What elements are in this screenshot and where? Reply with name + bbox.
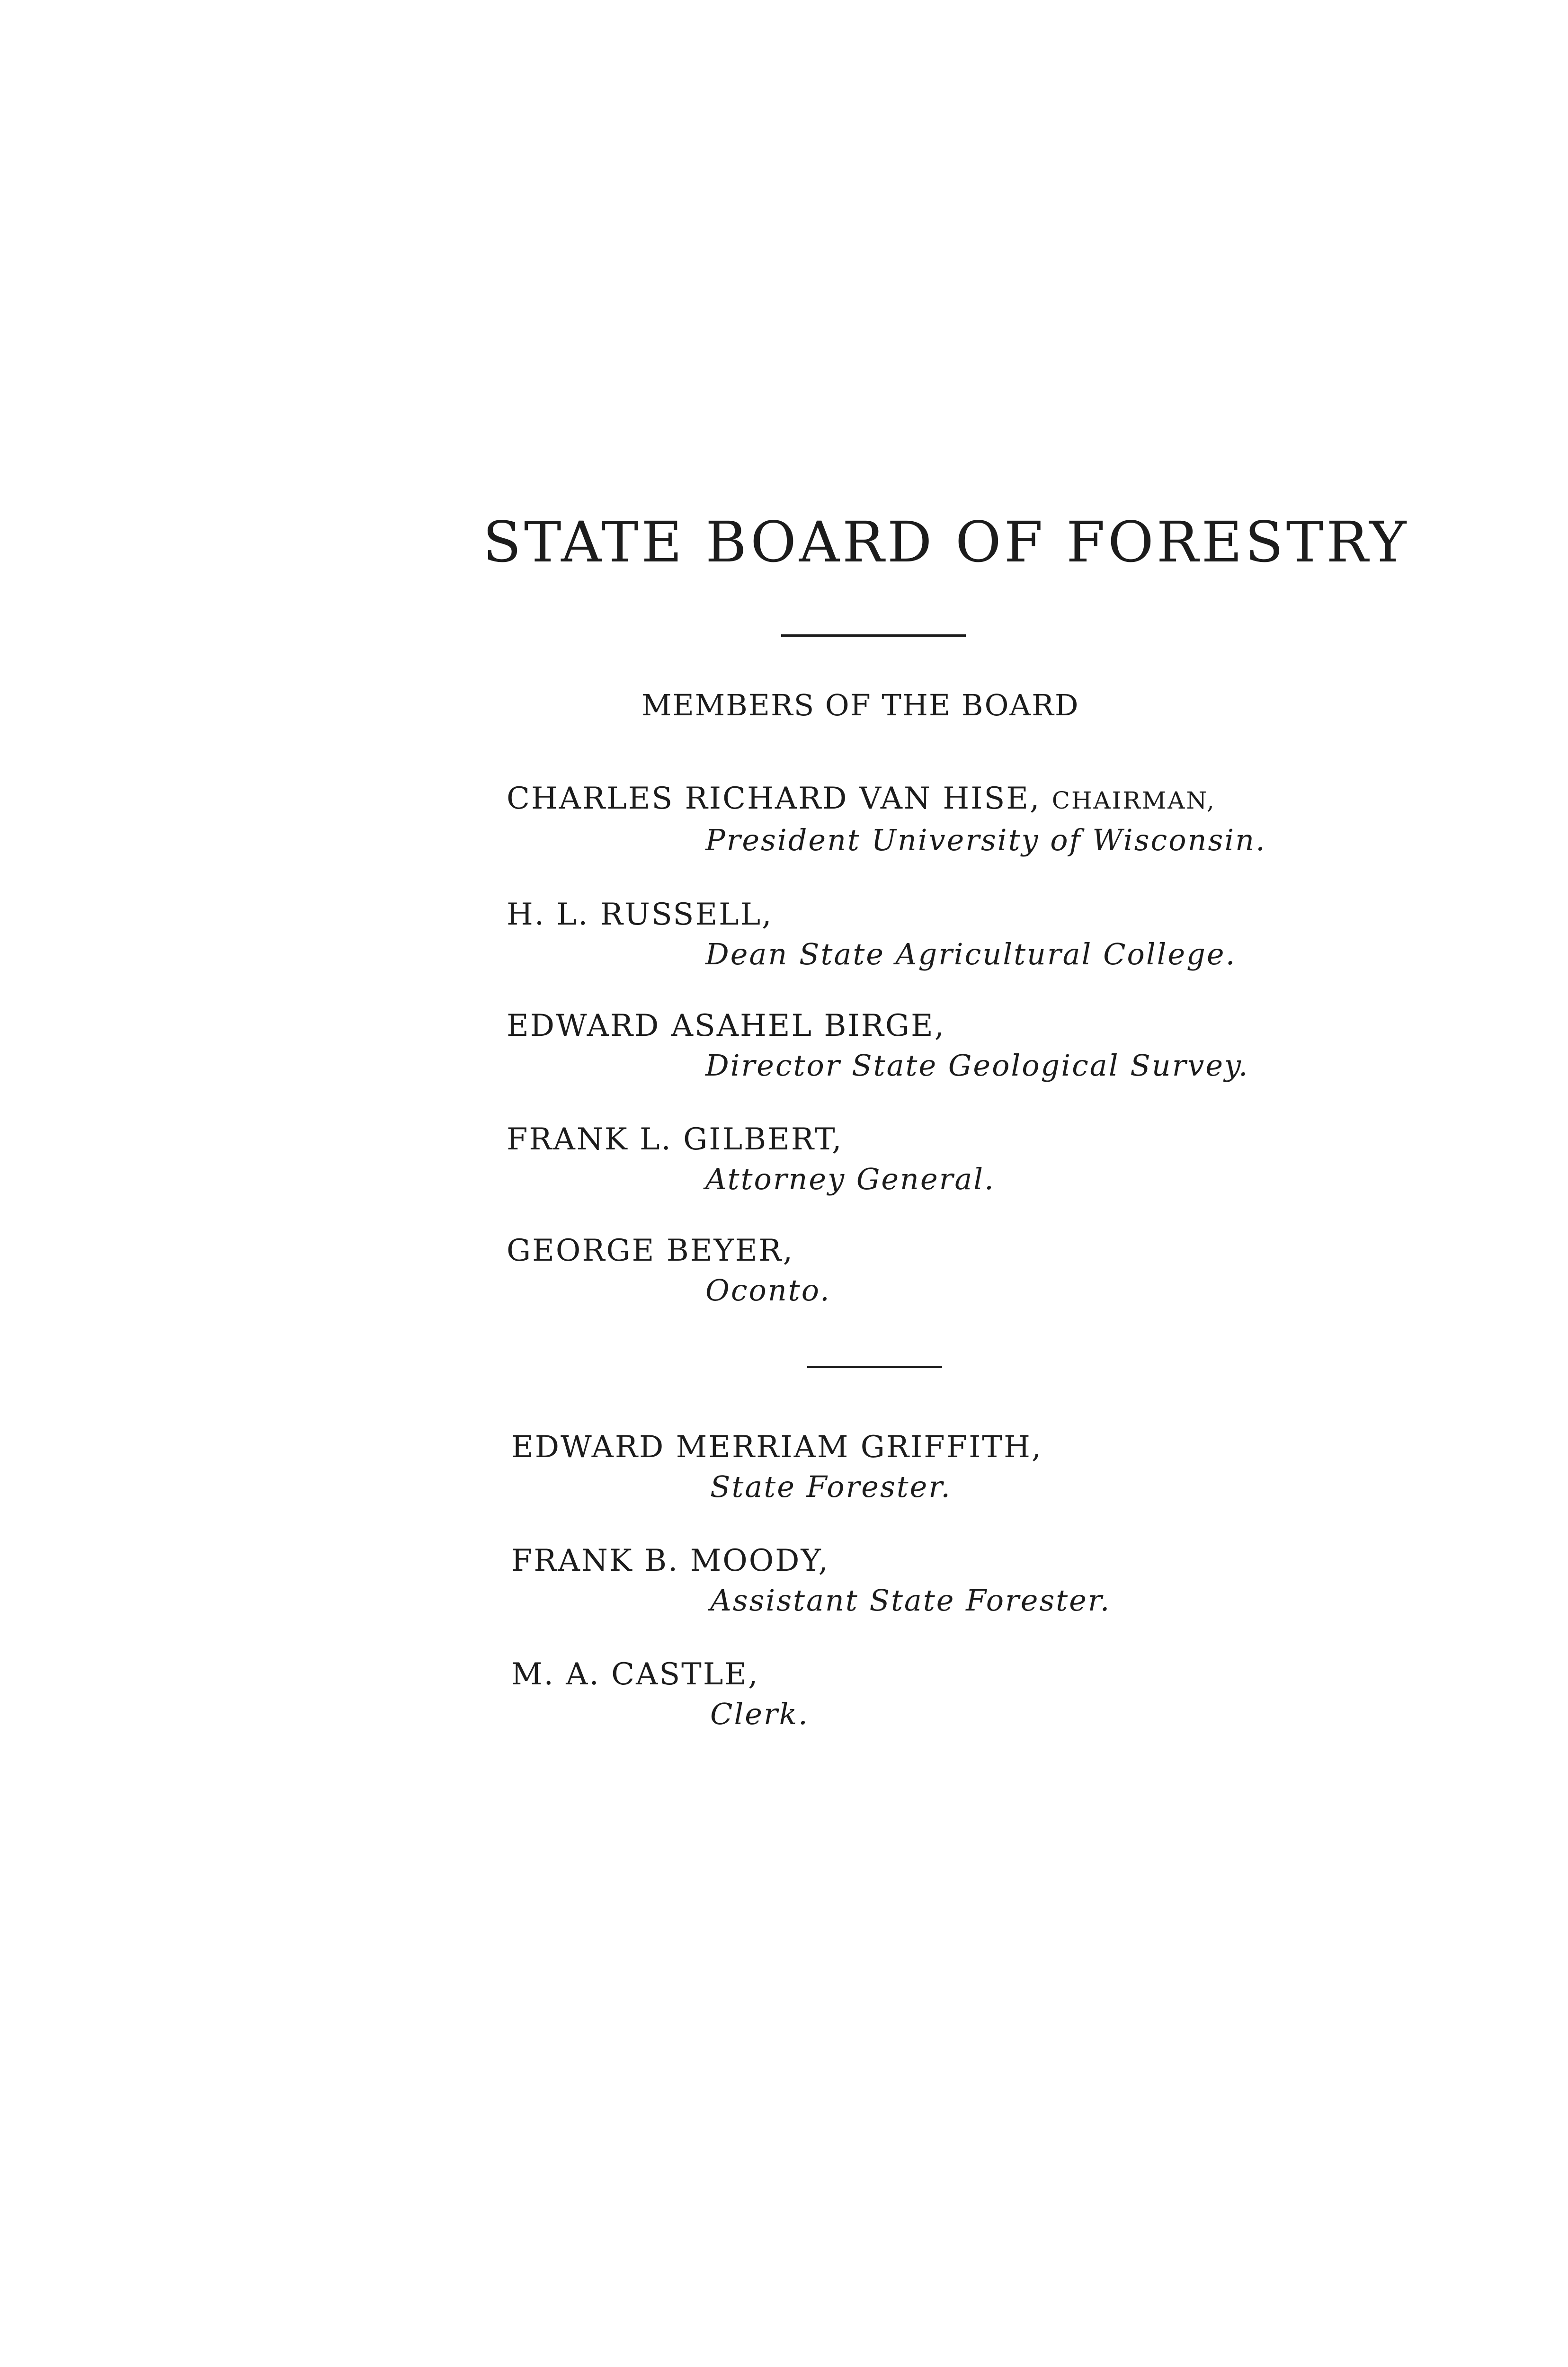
member-entry: [507, 1231, 831, 1310]
member-entry: [507, 779, 1266, 860]
title-divider: [781, 634, 966, 637]
staff-name: EDWARD MERRIAM GRIFFITH,: [511, 1430, 1043, 1465]
staff-entry: [511, 1427, 1042, 1507]
staff-name: FRANK B. MOODY,: [511, 1543, 829, 1578]
staff-office: Assistant State Forester.: [710, 1583, 1111, 1618]
member-name: CHARLES RICHARD VAN HISE, CHAIRMAN,: [507, 781, 1216, 816]
member-office: Attorney General.: [705, 1162, 995, 1196]
member-entry: [507, 895, 1236, 974]
member-office: Dean State Agricultural College.: [705, 937, 1237, 971]
staff-entry: [511, 1541, 1111, 1620]
member-office: Oconto.: [705, 1273, 831, 1308]
page-title: STATE BOARD OF FORESTRY: [483, 509, 1409, 575]
member-office: President University of Wisconsin.: [705, 823, 1266, 857]
member-role: CHAIRMAN,: [1051, 787, 1216, 814]
member-entry: [507, 1120, 995, 1199]
staff-office: State Forester.: [710, 1469, 952, 1504]
staff-name: M. A. CASTLE,: [511, 1657, 759, 1692]
section-divider: [807, 1366, 942, 1368]
member-name: FRANK L. GILBERT,: [507, 1122, 843, 1157]
staff-office: Clerk.: [710, 1697, 809, 1731]
member-name: GEORGE BEYER,: [507, 1233, 794, 1268]
member-office: Director State Geological Survey.: [705, 1048, 1249, 1083]
member-name: H. L. RUSSELL,: [507, 897, 773, 932]
staff-entry: [511, 1655, 809, 1734]
member-name: EDWARD ASAHEL BIRGE,: [507, 1008, 946, 1043]
member-entry: [507, 1006, 1249, 1086]
section-heading: MEMBERS OF THE BOARD: [641, 688, 1079, 722]
